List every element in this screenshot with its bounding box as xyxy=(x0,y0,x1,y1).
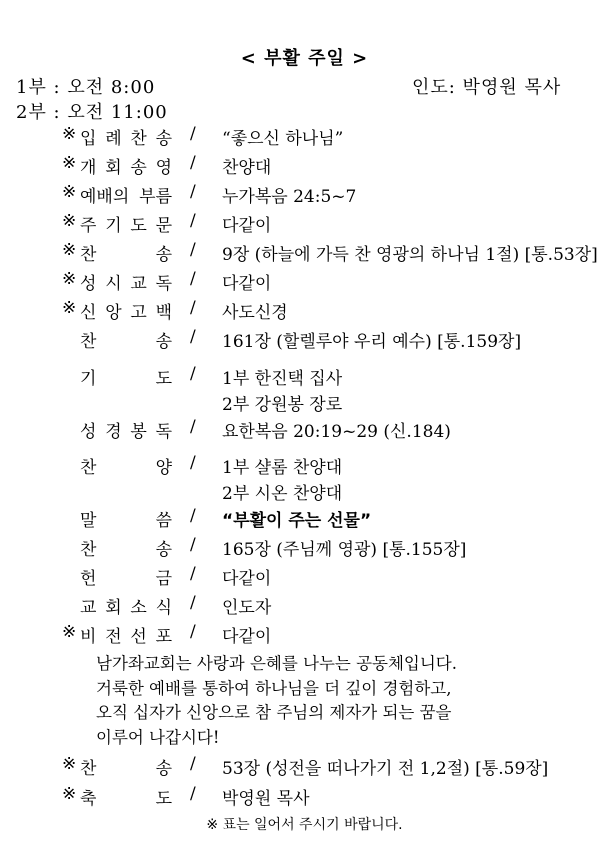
separator: / xyxy=(190,535,196,555)
standing-mark: ※ xyxy=(62,784,77,804)
order-item xyxy=(0,506,609,532)
service-time-1: 1부 : 오전 8:00 xyxy=(16,77,156,98)
order-item-label: 비 전 선 포 xyxy=(80,627,172,647)
standing-mark: ※ xyxy=(62,622,77,642)
order-item xyxy=(0,784,609,810)
separator: / xyxy=(190,453,196,473)
order-item xyxy=(0,453,609,504)
order-item-value: 9장 (하늘에 가득 찬 영광의 하나님 1절) [통.53장] xyxy=(222,245,598,265)
worship-leader: 인도: 박영원 목사 xyxy=(412,77,562,98)
order-item xyxy=(0,535,609,561)
order-item xyxy=(0,153,609,179)
order-item-value: “좋으신 하나님” xyxy=(222,129,344,149)
separator: / xyxy=(190,211,196,231)
order-item-value: 다같이 xyxy=(222,569,272,589)
order-item-value: 박영원 목사 xyxy=(222,789,310,809)
order-item-label: 성 시 교 독 xyxy=(80,274,172,294)
order-item-label: 예배의 부름 xyxy=(80,187,172,207)
order-item-value: 누가복음 24:5~7 xyxy=(222,187,357,207)
order-item-label: 찬 양 xyxy=(80,458,172,478)
vision-line: 오직 십자가 신앙으로 참 주님의 제자가 되는 꿈을 xyxy=(96,703,452,722)
order-item-label: 찬 송 xyxy=(80,540,172,560)
order-item-label: 기 도 xyxy=(80,369,172,389)
separator: / xyxy=(190,564,196,584)
order-item xyxy=(0,298,609,324)
order-item-label: 주 기 도 문 xyxy=(80,216,172,236)
standing-footnote: ※ 표는 일어서 주시기 바랍니다. xyxy=(206,817,403,833)
standing-mark: ※ xyxy=(62,124,77,144)
order-item-label: 개 회 송 영 xyxy=(80,158,172,178)
order-item-label: 교 회 소 식 xyxy=(80,598,172,618)
standing-mark: ※ xyxy=(62,754,77,774)
page-title: < 부활 주일 > xyxy=(240,48,369,69)
order-item-label: 신 앙 고 백 xyxy=(80,303,172,323)
order-item-value: 사도신경 xyxy=(222,303,288,323)
order-item xyxy=(0,417,609,443)
vision-statement xyxy=(96,652,457,750)
order-item xyxy=(0,622,609,648)
order-item-value: 다같이 xyxy=(222,216,272,236)
separator: / xyxy=(190,240,196,260)
separator: / xyxy=(190,506,196,526)
order-item xyxy=(0,754,609,780)
standing-mark: ※ xyxy=(62,269,77,289)
separator: / xyxy=(190,298,196,318)
order-item-label: 성 경 봉 독 xyxy=(80,422,172,442)
separator: / xyxy=(190,182,196,202)
order-item-value: 다같이 xyxy=(222,274,272,294)
separator: / xyxy=(190,153,196,173)
order-item-value-2: 2부 시온 찬양대 xyxy=(222,484,343,504)
order-item xyxy=(0,269,609,295)
order-item-label: 찬 송 xyxy=(80,759,172,779)
separator: / xyxy=(190,269,196,289)
standing-mark: ※ xyxy=(62,211,77,231)
vision-line: 이루어 나갑시다! xyxy=(96,727,220,747)
order-item-value: 인도자 xyxy=(222,598,272,618)
order-item-value: 다같이 xyxy=(222,627,272,647)
order-item-value: 요한복음 20:19~29 (신.184) xyxy=(222,422,451,442)
order-item-value: 53장 (성전을 떠나가기 전 1,2절) [통.59장] xyxy=(222,759,549,779)
order-item-label: 찬 송 xyxy=(80,245,172,265)
separator: / xyxy=(190,784,196,804)
order-item xyxy=(0,564,609,590)
order-item xyxy=(0,364,609,415)
order-item-label: 말 씀 xyxy=(80,511,172,531)
separator: / xyxy=(190,364,196,384)
order-item xyxy=(0,593,609,619)
standing-mark: ※ xyxy=(62,182,77,202)
order-item-label: 입 례 찬 송 xyxy=(80,129,172,149)
order-item-value: 1부 한진택 집사 xyxy=(222,369,343,389)
order-item-label: 축 도 xyxy=(80,789,172,809)
order-item-value: 1부 샬롬 찬양대 xyxy=(222,458,343,478)
order-item-value: 161장 (할렐루야 우리 예수) [통.159장] xyxy=(222,332,522,352)
separator: / xyxy=(190,417,196,437)
order-item xyxy=(0,240,609,266)
separator: / xyxy=(190,754,196,774)
separator: / xyxy=(190,327,196,347)
vision-line: 거룩한 예배를 통하여 하나님을 더 깊이 경험하고, xyxy=(96,678,452,698)
order-item xyxy=(0,182,609,208)
order-item-value: 찬양대 xyxy=(222,158,272,178)
order-item-value: “부활이 주는 선물” xyxy=(222,511,372,531)
standing-mark: ※ xyxy=(62,153,77,173)
standing-mark: ※ xyxy=(62,240,77,260)
order-item-label: 찬 송 xyxy=(80,332,172,352)
order-item-value-2: 2부 강원봉 장로 xyxy=(222,395,343,415)
vision-line: 남가좌교회는 사랑과 은혜를 나누는 공동체입니다. xyxy=(96,654,457,673)
separator: / xyxy=(190,622,196,642)
order-item-label: 헌 금 xyxy=(80,569,172,589)
separator: / xyxy=(190,124,196,144)
order-item xyxy=(0,327,609,353)
standing-mark: ※ xyxy=(62,298,77,318)
service-time-2: 2부 : 오전 11:00 xyxy=(16,102,168,123)
order-item xyxy=(0,124,609,150)
order-item xyxy=(0,211,609,237)
order-item-value: 165장 (주님께 영광) [통.155장] xyxy=(222,540,467,560)
separator: / xyxy=(190,593,196,613)
